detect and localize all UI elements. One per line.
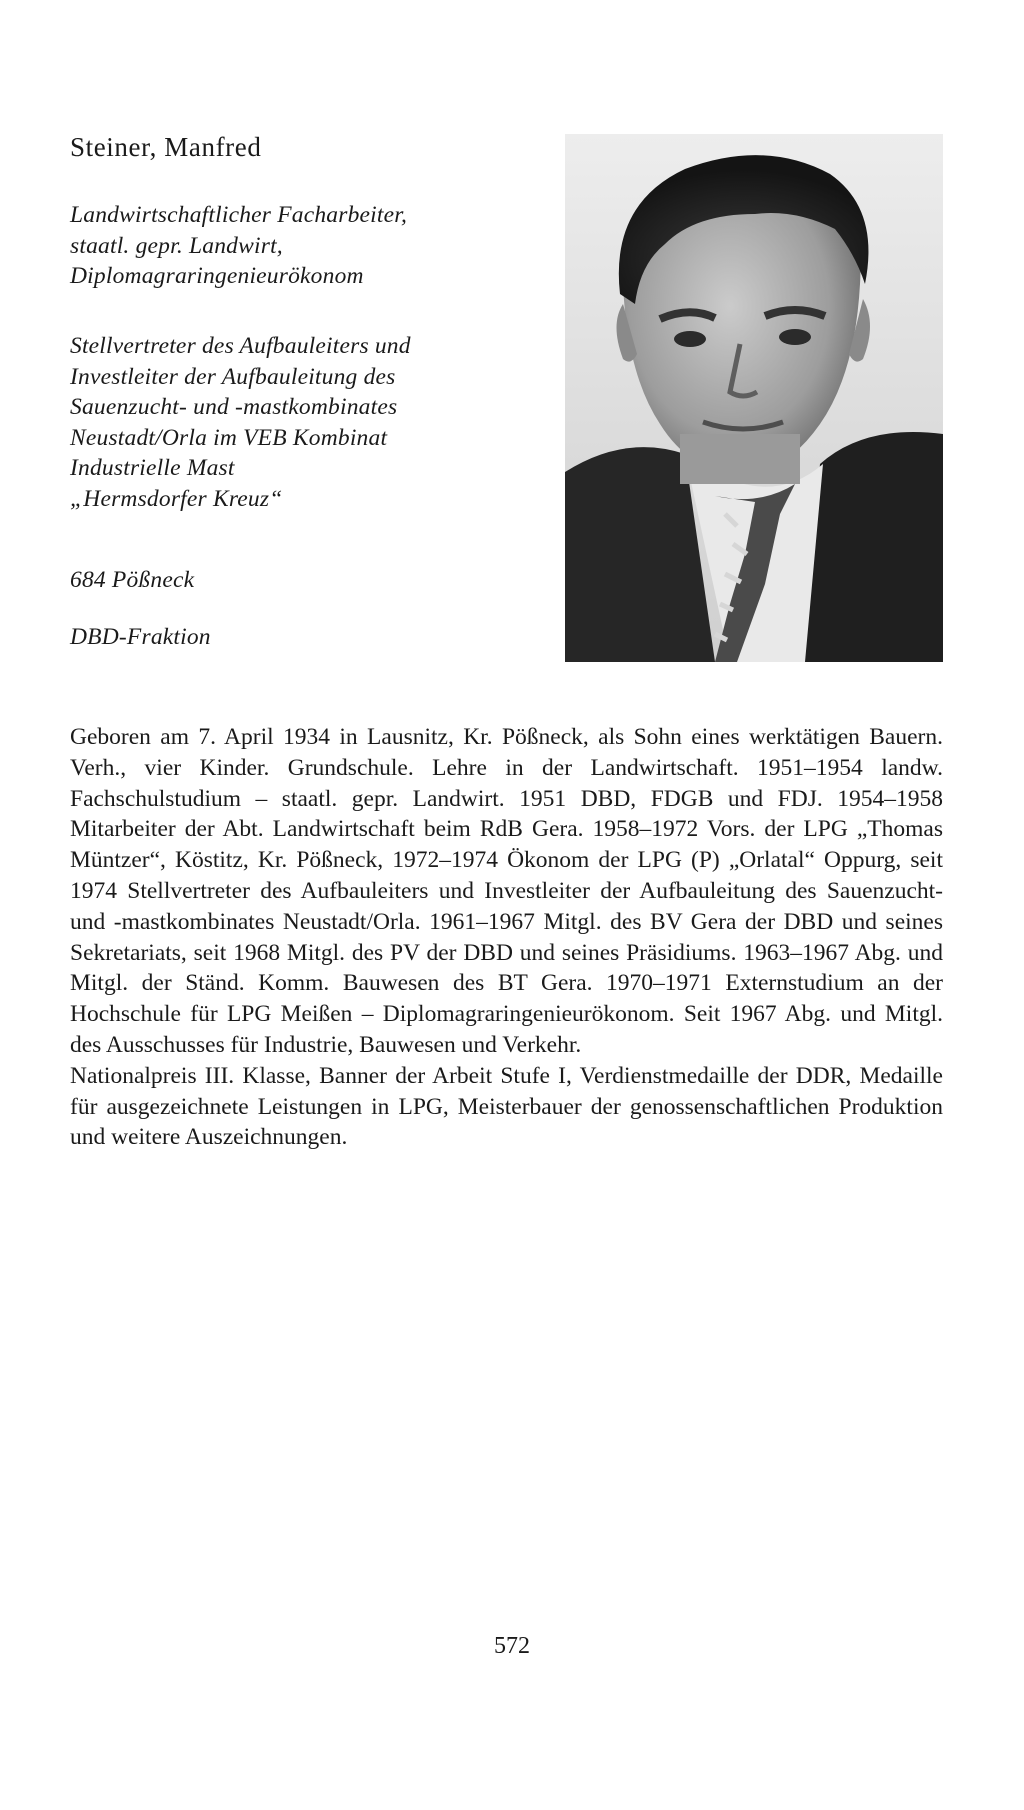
- page-number: 572: [494, 1633, 530, 1659]
- position-line: „Hermsdorfer Kreuz“: [70, 485, 283, 512]
- awards-paragraph: Nationalpreis III. Klasse, Banner der Arbeit Stufe I, Verdienstmedaille der DDR, Medaille für ausgezeichnete Leistungen in LPG, Meisterbauer der genossenschaftlichen Produktion und weitere Auszeichnungen.: [70, 1062, 943, 1151]
- position-line: Stellvertreter des Aufbauleiters und: [70, 333, 411, 359]
- position-line: Sauenzucht- und -mastkombinates: [70, 394, 398, 420]
- position-line: Neustadt/Orla im VEB Kombinat: [70, 424, 388, 451]
- person-name: Steiner, Manfred: [70, 132, 262, 162]
- position: [70, 331, 411, 514]
- position-line: Investleiter der Aufbauleitung des: [70, 363, 396, 390]
- constituency: 684 Pößneck: [70, 567, 195, 593]
- portrait-photo: [565, 134, 943, 662]
- faction: DBD-Fraktion: [70, 624, 211, 650]
- biography-text: [70, 722, 943, 1153]
- biography-paragraph: Geboren am 7. April 1934 in Lausnitz, Kr. Pößneck, als Sohn eines werktätigen Bauern. Verh., vier Kinder. Grundschule. Lehre in der Landwirtschaft. 1951–1954 landw. Fachschulstudium – staatl. gepr. Landwirt. 1951 DBD, FDGB und FDJ. 1954–1958 Mitarbeiter der Abt. Landwirtschaft beim RdB Gera. 1958–1972 Vors. der LPG „Thomas Müntzer“, Köstitz, Kr. Pößneck, 1972–1974 Ökonom der LPG (P) „Orlatal“ Oppurg, seit 1974 Stellvertreter des Aufbauleiters und Investleiter der Aufbauleitung des Sauenzucht- und -mastkombinates Neustadt/Orla. 1961–1967 Mitgl. des BV Gera der DBD und seines Sekretariats, seit 1968 Mitgl. des PV der DBD und seines Präsidiums. 1963–1967 Abg. und Mitgl. der Ständ. Komm. Bauwesen des BT Gera. 1970–1971 Externstudium an der Hochschule für LPG Meißen – Diplomagraringenieurökonom. Seit 1967 Abg. und Mitgl. des Ausschusses für Industrie, Bauwesen und Verkehr.: [70, 724, 943, 1058]
- qualification-line: staatl. gepr. Landwirt,: [70, 232, 283, 259]
- position-line: Industrielle Mast: [70, 455, 235, 481]
- qualifications: [70, 200, 407, 292]
- qualification-line: Landwirtschaftlicher Facharbeiter,: [70, 202, 408, 228]
- qualification-line: Diplomagraringenieurökonom: [70, 263, 364, 289]
